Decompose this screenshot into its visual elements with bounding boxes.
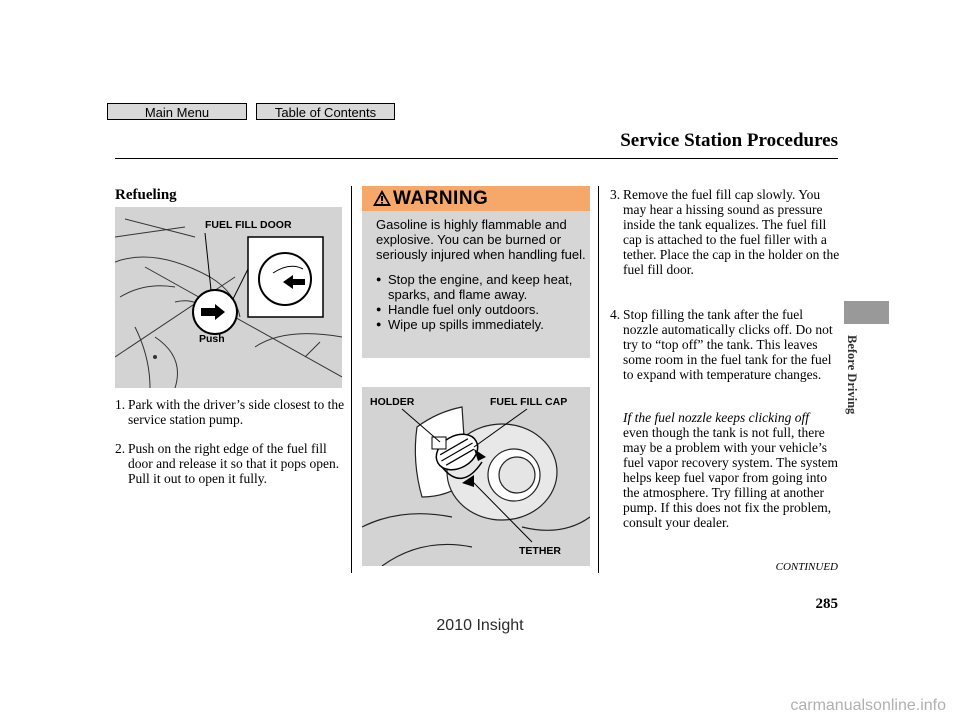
- page-number: 285: [815, 596, 838, 612]
- label-holder: HOLDER: [370, 396, 415, 408]
- step-number: 2.: [115, 441, 126, 456]
- step-number: 1.: [115, 397, 126, 412]
- step-text: Stop filling the tank after the fuel nozzle automatically clicks off. Do not try to “top off” the tank. This leaves some room in the fuel tank for the fuel to expand with temperature changes.: [623, 307, 833, 382]
- continued-marker: CONTINUED: [775, 561, 838, 573]
- side-tab-marker: [844, 301, 889, 324]
- header-rule: [115, 158, 838, 159]
- warning-box: [362, 186, 590, 358]
- column-divider-right: [598, 186, 599, 573]
- step-1: [115, 397, 347, 427]
- step-number: 3.: [610, 187, 621, 202]
- warning-bullet-list: [376, 272, 586, 332]
- fuel-fill-door-figure: [115, 207, 342, 388]
- note-italic-lead: If the fuel nozzle keeps clicking off: [623, 410, 809, 425]
- fuel-door-illustration: [115, 207, 342, 388]
- step-text: Push on the right edge of the fuel fill door and release it so that it pops open. Pull it out to open it fully.: [128, 441, 340, 486]
- site-watermark: carmanualsonline.info: [790, 697, 946, 714]
- warning-bullet: ● Wipe up spills immediately.: [376, 317, 586, 332]
- section-heading: Refueling: [115, 187, 177, 203]
- fuel-nozzle-note: [623, 410, 840, 530]
- warning-bullet: ● Stop the engine, and keep heat, sparks, and flame away.: [376, 272, 586, 302]
- label-fuel-fill-cap: FUEL FILL CAP: [490, 396, 568, 408]
- warning-body: [376, 217, 586, 332]
- note-text: even though the tank is not full, there may be a problem with your vehicle’s fuel vapor recovery system. The system helps keep fuel vapor from going into the atmosphere. Try filling at another pump. If this does not fix the problem, consult your dealer.: [623, 425, 838, 530]
- warning-title: WARNING: [393, 188, 489, 209]
- model-watermark: 2010 Insight: [436, 617, 524, 634]
- step-number: 4.: [610, 307, 621, 322]
- step-text: Park with the driver’s side closest to the service station pump.: [128, 397, 345, 427]
- table-of-contents-button[interactable]: Table of Contents: [256, 103, 395, 120]
- warning-header: [362, 186, 590, 211]
- fuel-cap-illustration: [362, 387, 590, 566]
- step-4: [610, 307, 840, 382]
- warning-bullet: ● Handle fuel only outdoors.: [376, 302, 586, 317]
- label-fuel-fill-door: FUEL FILL DOOR: [205, 219, 292, 231]
- step-text: Remove the fuel fill cap slowly. You may hear a hissing sound as pressure inside the tank equalizes. The fuel fill cap is attached to the fuel filler with a tether. Place the cap in the holder on the fuel fill door.: [623, 187, 840, 277]
- column-divider-left: [351, 186, 352, 573]
- warning-intro: Gasoline is highly flammable and explosive. You can be burned or seriously injured when handling fuel.: [376, 217, 586, 262]
- step-3: [610, 187, 840, 277]
- step-2: [115, 441, 347, 486]
- page-title: Service Station Procedures: [620, 130, 838, 151]
- label-push: Push: [199, 333, 225, 345]
- fuel-fill-cap-figure: [362, 387, 590, 566]
- main-menu-button[interactable]: Main Menu: [107, 103, 247, 120]
- side-tab-label: Before Driving: [845, 335, 859, 415]
- warning-triangle-icon: [372, 189, 392, 207]
- label-tether: TETHER: [519, 545, 561, 557]
